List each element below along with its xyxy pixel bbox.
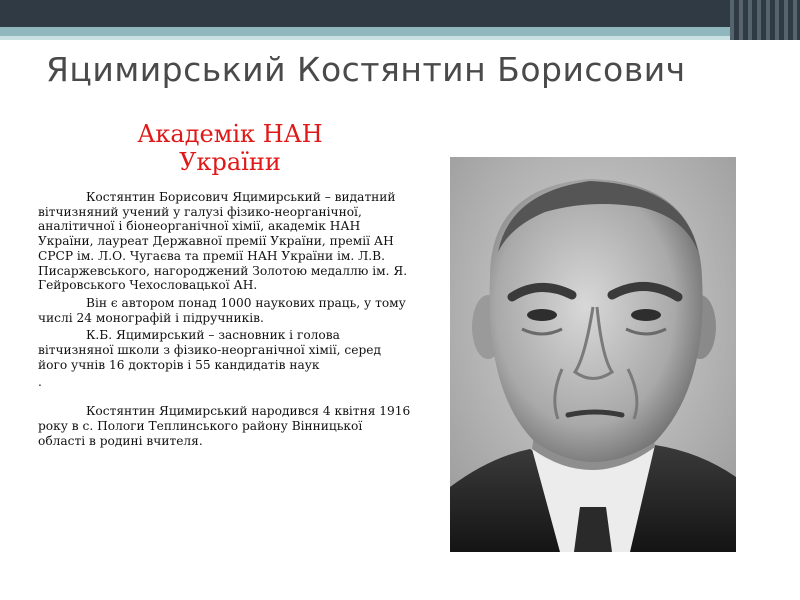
slide-title: Яцимирський Костянтин Борисович — [46, 50, 686, 89]
paragraph-3: К.Б. Яцимирський – засновник і голова вітчизняної школи з фізико-неорганічної хімії, серед його учнів 16 докторів і 55 кандидатів наук — [38, 328, 381, 372]
subtitle-line-2: України — [179, 148, 281, 176]
header-band-teal — [0, 27, 800, 36]
paragraph-2: Він є автором понад 1000 наукових праць, у тому числі 24 монографій і підручників. — [38, 295, 406, 325]
header-band-dark — [0, 0, 800, 27]
paragraph-1: Костянтин Борисович Яцимирський – видатний вітчизняний учений у галузі фізико-неорганічної, аналітичної і біонеорганічної хімії, академік НАН України, лауреат Державної премії України, премії АН СРСР ім. Л.О. Чугаєва та премії НАН України ім. Л.В. Писаржевського, нагороджений Золотою медаллю ім. Я. Гейровського Чехословацької АН. — [38, 190, 408, 293]
portrait-photo — [450, 157, 736, 552]
subtitle-line-1: Академік НАН — [137, 120, 323, 148]
header-stripes-decoration — [730, 0, 800, 40]
slide-subtitle — [100, 120, 360, 176]
biography-text — [38, 190, 413, 451]
paragraph-5: Костянтин Яцимирський народився 4 квітня 1916 року в с. Пологи Теплинського району Вінницької області в родині вчителя. — [38, 404, 411, 448]
header-band-light — [0, 36, 800, 40]
paragraph-4: . — [38, 375, 42, 390]
portrait-illustration — [450, 157, 736, 552]
